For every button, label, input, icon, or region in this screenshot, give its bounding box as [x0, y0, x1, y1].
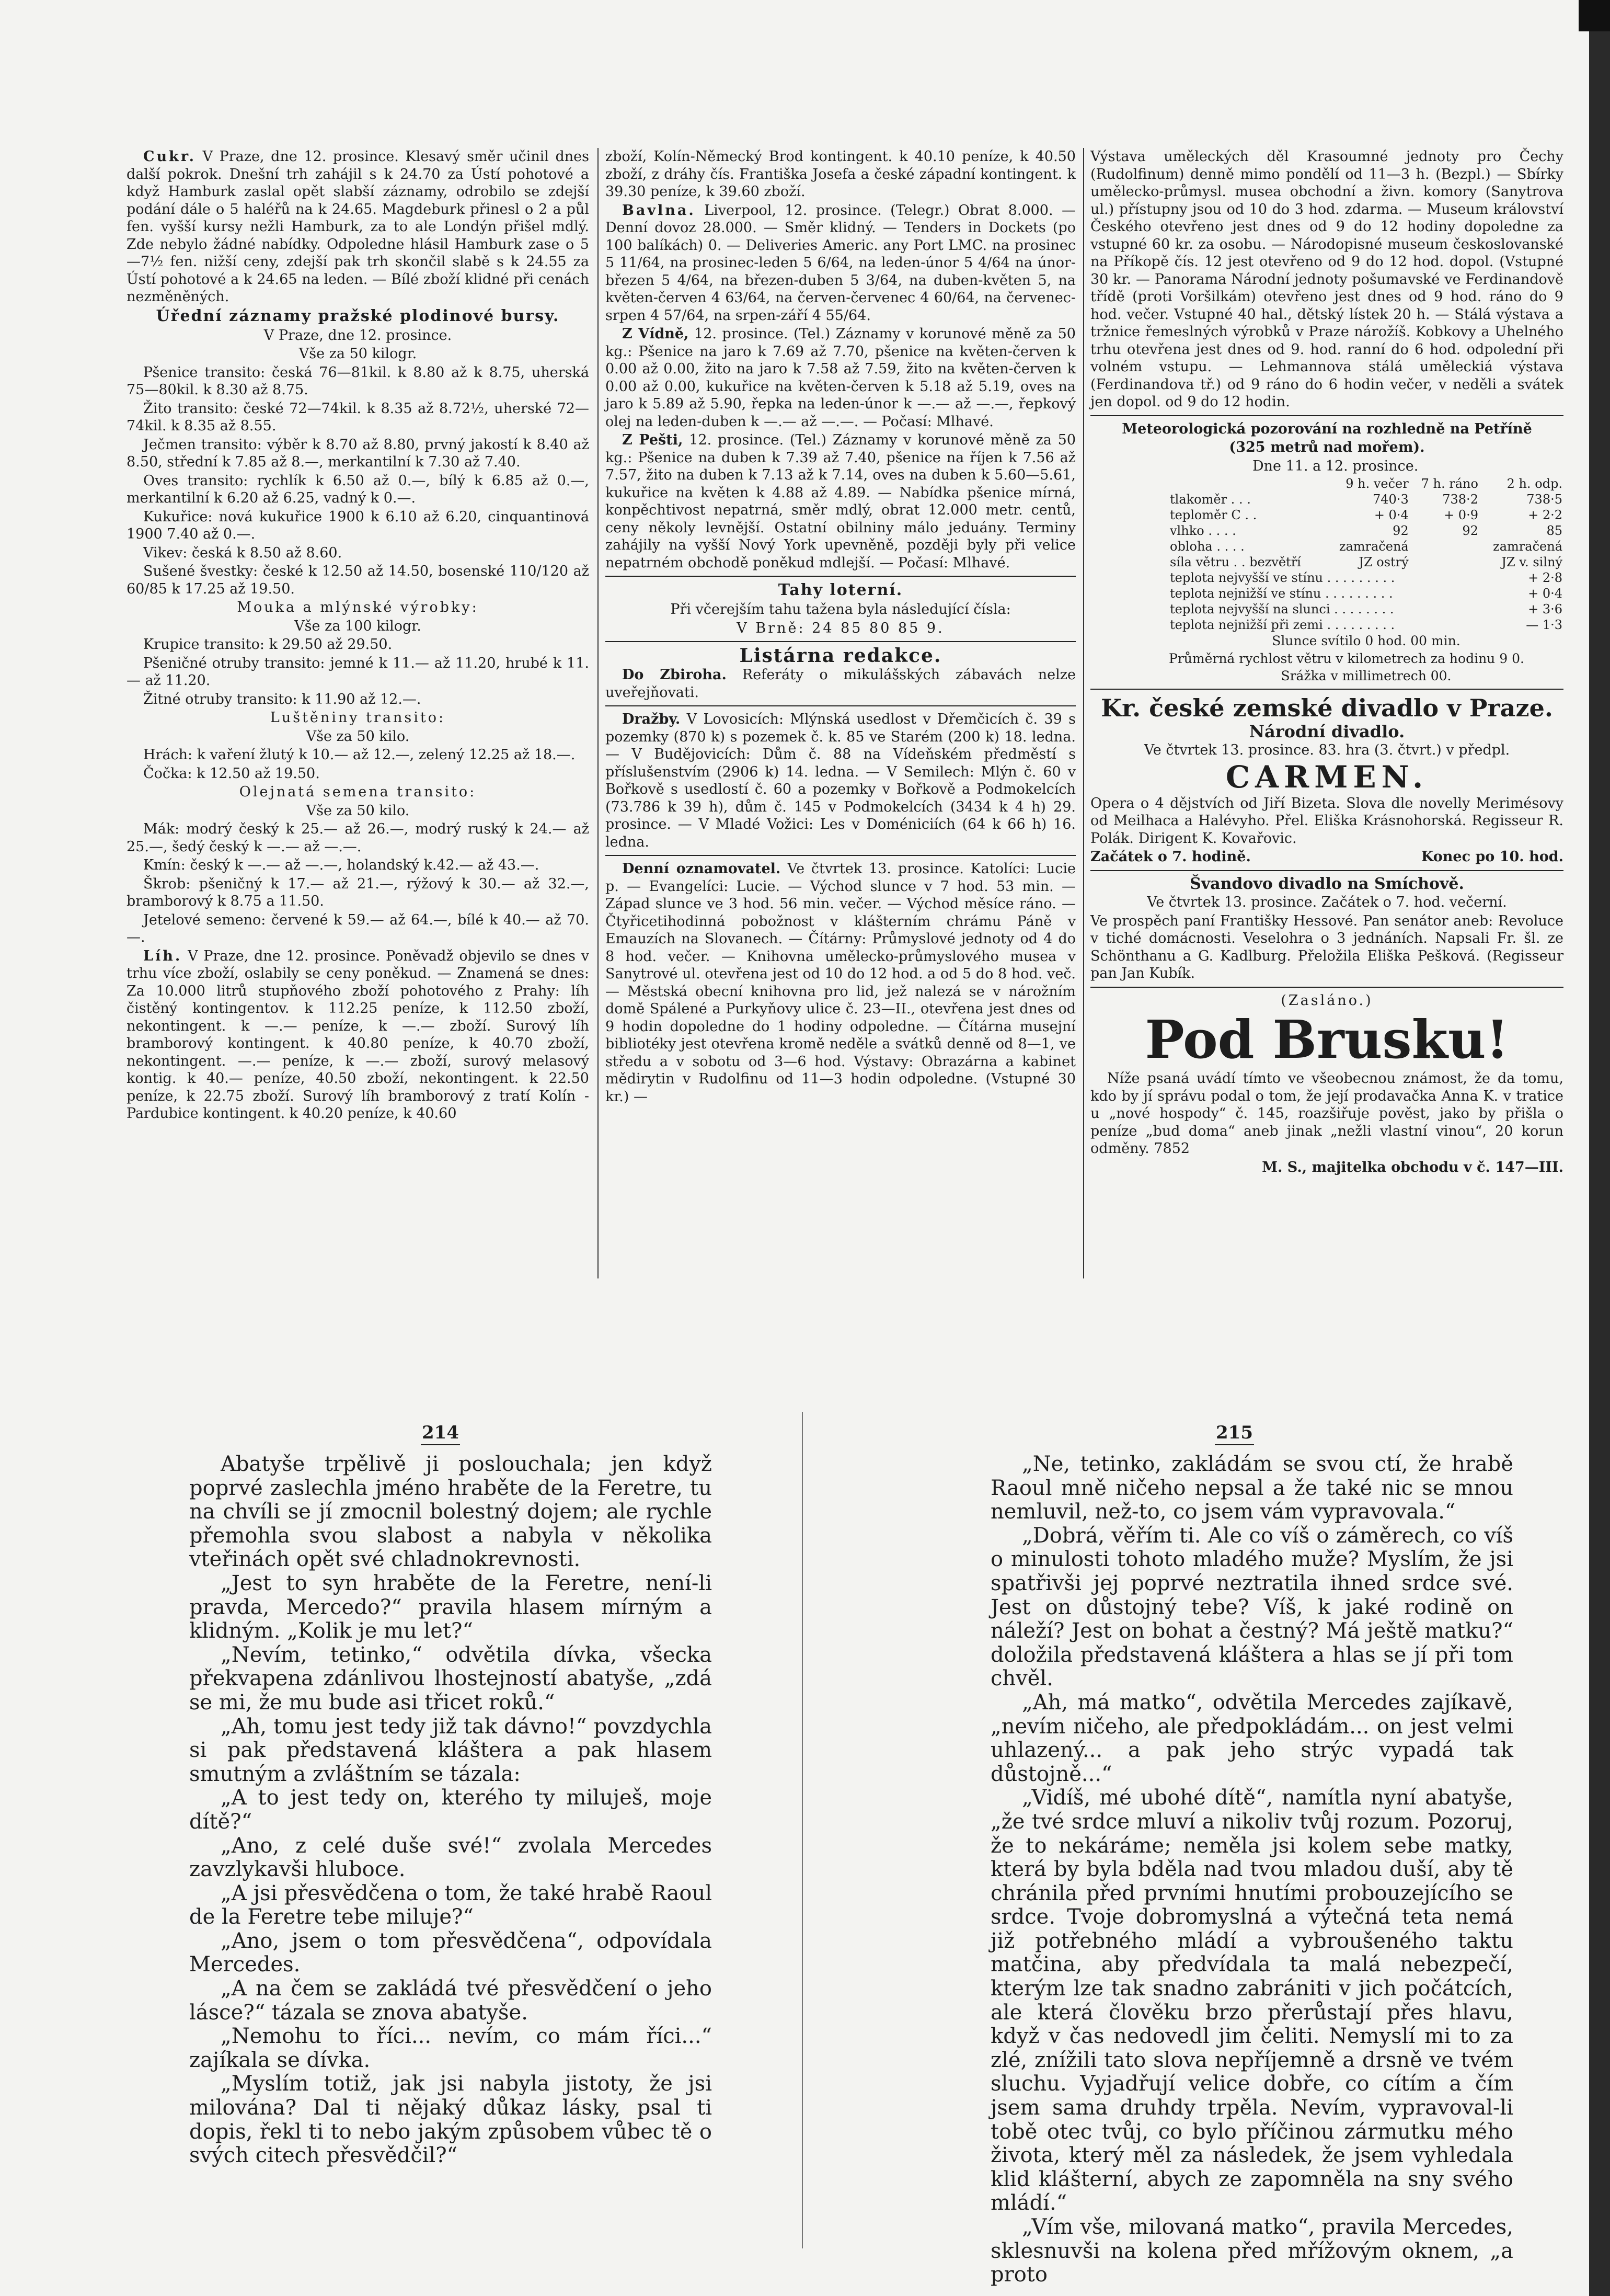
column-divider: [597, 148, 599, 1278]
theatre-title: Kr. české zemské divadlo v Praze.: [1101, 693, 1553, 722]
story-paragraph: „Ne, tetinko, zakládám se svou ctí, že hrabě Raoul mně ničeho nepsal a že také nic se mnou nemluvil, než-to, co jsem vám vypravovala.“: [991, 1452, 1513, 1524]
story-paragraph: „A jsi přesvědčena o tom, že také hrabě Raoul de la Feretre tebe miluje?“: [189, 1881, 712, 1929]
weather-value: 740·3: [1373, 492, 1409, 507]
weather-value: [1410, 539, 1479, 554]
smichov-date: Ve čtvrtek 13. prosince. Začátek o 7. hod. večerní.: [1147, 894, 1507, 910]
weather-label: vlhko . . . .: [1170, 523, 1236, 538]
story-paragraph: „Vím vše, milovaná matko“, pravila Mercedes, sklesnuvši na kolena před mřížovým oknem, „a proto: [991, 2215, 1513, 2287]
smichov-text: Ve prospěch paní Františky Hessové. Pan senátor aneb: Revoluce v tiché domácnosti. Veselohra o 3 jednáních. Napsali Fr. šl. ze Schönthanu a G. Kadlburg. Přeložila Eliška Pešková. (Regisseur pan Jan Kubík.: [1090, 912, 1563, 981]
carmen-end: Konec po 10. hod.: [1421, 849, 1563, 865]
weather-value: [1410, 554, 1479, 570]
lottery-title: Tahy loterní.: [778, 581, 903, 599]
weather-label: teploměr C . .: [1170, 508, 1257, 522]
divider: [1090, 415, 1563, 416]
scan-corner-mark: [1579, 0, 1610, 31]
spirit-lead: Líh.: [143, 947, 182, 964]
oilseed-unit: Vše za 50 kilo.: [306, 802, 410, 819]
weather-label: síla větru . . bezvětří: [1170, 555, 1301, 569]
price-line: Jetelové semeno: červené k 59.— až 64.—, bílé k 40.— až 70.—.: [126, 911, 589, 945]
exhibitions-text: Výstava uměleckých děl Krasoumné jednoty pro Čechy (Rudolfinum) denně mimo pondělí od 11—3 h. (Bezpl.) — Sbírky umělecko-průmysl. musea obchodní a živn. komory (Sanytrova ul.) přístupny jsou od 10 do 3 hod. zdarma. — Museum království Českého otevřeno jest dnes od 9 do 12 hodiny dopoledne za vstupné 60 kr. za osobu. — Národopisné museum českoslovanské na Příkopě čís. 12 jest otevřeno od 9 do 12 hod. dopol. (Vstupné 30 kr. — Panorama Národní jednoty pošumavské ve Ferdinandově třídě (proti Voršilkám) otevřeno jest dnes od 9 hod. ráno do 9 hod. večer. Vstupné 40 hal., dětský lístek 20 h. — Stálá výstava a tržnice řemeslných výrobků v Praze nárožíš. Kobkovy a Uhelného trhu otevřena jest dnes od 9. hod. ranní do 6 hod. odpolední při volném vstupu. — Lehmannova stálá uměleckiá výstava (Ferdinandova tř.) od 9 ráno do 6 hodin večer, v neděli a svátek jen dopol. od 9 do 12 hodin.: [1090, 149, 1563, 410]
weather-label: teplota nejnižší ve stínu . . . . . . . . .: [1170, 586, 1393, 601]
story-right-page: [991, 1453, 1513, 2287]
cotton-report: Liverpool, 12. prosince. (Telegr.) Obrat 8.000. — Denní dovoz 28.000. — Směr klidný. — Tenders in Dockets (po 100 balíkách) 0. — Deliveries Americ. any Port LMC. na prosinec 5 11/64, na prosinec-leden 5 6/64, na leden-únor 5 4/64 na únor-březen 5 4/64, na březen-duben 5 3/64, na duben-květen 5, na květen-červen 4 63/64, na červen-červenec 4 60/64, na červenec-srpen 4 57/64, na srpen-září 4 55/64.: [605, 202, 1076, 324]
legumes-title: Luštěniny transito:: [270, 710, 446, 726]
weather-value: 92: [1393, 523, 1409, 538]
weather-extra-row: [1169, 617, 1563, 633]
price-line: Pšeničné otruby transito: jemné k 11.— až 11.20, hrubé k 11.— až 11.20.: [126, 655, 589, 689]
weather-row: [1169, 507, 1563, 523]
story-paragraph: „Nemohu to říci... nevím, co mám říci...“ zajíkala se dívka.: [189, 2024, 712, 2072]
price-line: Vikev: česká k 8.50 až 8.60.: [143, 544, 342, 561]
weather-value: 738·5: [1526, 492, 1562, 507]
price-line: Sušené švestky: české k 12.50 až 14.50, bosenské 110/120 až 60/85 k 17.25 až 19.50.: [126, 563, 589, 597]
lottery-numbers: V Brně: 24 85 80 85 9.: [737, 620, 945, 636]
pest-lead: Z Pešti,: [622, 432, 683, 448]
weather-col-header: 9 h. večer: [1346, 476, 1409, 491]
weather-sub: (325 metrů nad mořem).: [1229, 439, 1425, 455]
divider: [1090, 870, 1563, 871]
divider: [1090, 987, 1563, 988]
weather-label: tlakoměr . . .: [1170, 492, 1251, 507]
weather-value: + 2·8: [1528, 570, 1562, 585]
weather-value: JZ ostrý: [1359, 555, 1409, 569]
story-paragraph: „Vidíš, mé ubohé dítě“, namítla nyní abatyše, „že tvé srdce mluví a nikoliv tvůj rozum. Pozoruj, že to nekáráme; neměla jsi kolem sebe matky, která by byla bděla nad tvou mladou duší, aby tě chránila před prvními hnutími probouzejícího se srdce. Tvoje dobromyslná a výtečná teta nemá již potřebného mládí a vybroušeného taktu matčina, aby předvídala ta malá nebezpečí, kterým lze tak snadno zabrániti v jich počátcích, ale která člověku brzo přerůstají přes hlavu, když v čas nedovedl jim čeliti. Nemyslí mi to za zlé, znížili tato slova nepříjemně a drsně ve tvém sluchu. Vyjadřují velice dobře, co cítím a čím jsem sama druhdy trpěla. Nevím, vypravoval-li tobě otec tvůj, co bylo příčinou zármutku mého života, který měl za následek, že jsem vyhledala klid klášterní, abych ze zapomněla na sny svého mládí.“: [991, 1786, 1513, 2215]
weather-value: zamračená: [1339, 539, 1409, 554]
price-line: Čočka: k 12.50 až 19.50.: [143, 765, 320, 782]
divider: [605, 576, 1076, 577]
column-divider: [1083, 148, 1084, 1278]
national-theatre: Národní divadlo.: [1249, 721, 1405, 741]
price-line: Krupice transito: k 29.50 až 29.50.: [143, 636, 393, 653]
weather-value: + 0·4: [1374, 508, 1409, 522]
page-number-left: 214: [421, 1422, 460, 1445]
editor-text: Referáty o mikulášských zábavách nelze uveřejňovati.: [605, 667, 1076, 701]
pod-brusku-headline: Pod Brusku!: [1145, 1009, 1509, 1070]
lottery-intro: Při včerejším tahu tažena byla následující čísla:: [670, 601, 1011, 618]
zaslano: (Zasláno.): [1281, 992, 1373, 1009]
weather-value: 738·2: [1442, 492, 1478, 507]
story-paragraph: „A to jest tedy on, kterého ty miluješ, moje dítě?“: [189, 1786, 712, 1834]
weather-sun: Slunce svítilo 0 hod. 00 min.: [1272, 633, 1460, 648]
story-left-page: [189, 1453, 712, 2168]
carmen-text: Opera o 4 dějstvích od Jiří Bizeta. Slova dle novelly Merimésovy od Meilhaca a Halévyho. Přel. Eliška Krásnohorská. Regisseur R. Polák. Dirigent K. Kovařovic.: [1090, 795, 1563, 847]
price-line: Mák: modrý český k 25.— až 26.—, modrý ruský k 24.— až 25.—, šedý český k —.— až —.—.: [126, 821, 589, 855]
story-paragraph: „Ano, jsem o tom přesvědčena“, odpovídala Mercedes.: [189, 1928, 712, 1977]
editor-lead: Do Zbiroha.: [622, 667, 727, 683]
sugar-report: V Praze, dne 12. prosince. Klesavý směr učinil dnes další pokrok. Dnešní trh zahájil s k 24.70 za Ústí pohotové a když Hamburk zaslal opět slabší záznamy, odrobilo se zdejší podání dále o 5 haléřů na k 24.65. Magdeburk přinesl o 2 a půl fen. vyšší kursy nežli Hamburk, za to ale Londýn přišel mdlý. Zde nebylo žádné nabídky. Odpoledne hlásil Hamburk zase o 5—7½ fen. nižší ceny, zdejší pak trh skončil slabě s k 24.55 za Ústí pohotové a k 24.65 na leden. — Bílé zboží klidné při cenách nezměněných.: [126, 149, 589, 305]
story-paragraph: „Nevím, tetinko,“ odvětila dívka, všecka překvapena zdánlivou lhostejností abatyše, „zdá se mi, že mu bude asi třicet roků.“: [189, 1642, 712, 1715]
carmen-title: CARMEN.: [1225, 759, 1429, 795]
story-paragraph: Abatyše trpělivě ji poslouchala; jen když poprvé zaslechla jméno hraběte de la Feretre, tu na chvíli se jí zmocnil bolestný dojem; ale rychle přemohla svou slabost a nabyla v několika vteřinách opět své chladnokrevnosti.: [189, 1452, 712, 1572]
price-line: Žitné otruby transito: k 11.90 až 12.—.: [143, 691, 421, 707]
oilseed-title: Olejnatá semena transito:: [239, 784, 477, 800]
weather-label: teplota nejnižší při zemi . . . . . . . . .: [1170, 618, 1395, 632]
story-paragraph: „Ah, má matko“, odvětila Mercedes zajíkavě, „nevím ničeho, ale předpokládám... on jest velmi uhlazený... a pak jeho strýc vypadá tak důstojně...“: [991, 1690, 1513, 1786]
divider: [605, 641, 1076, 642]
price-line: Kukuřice: nová kukuřice 1900 k 6.10 až 6.20, cinquantinová 1900 7.40 až 0.—.: [126, 508, 589, 542]
weather-header-row: [1169, 476, 1563, 492]
weather-label: teplota nejvyšší ve stínu . . . . . . . . .: [1170, 570, 1395, 585]
price-line: Žito transito: české 72—74kil. k 8.35 až 8.72½, uherské 72—74kil. k 8.35 až 8.55.: [126, 400, 589, 434]
weather-value: JZ v. silný: [1501, 555, 1562, 569]
flour-title: Mouka a mlýnské výrobky:: [237, 599, 479, 615]
price-line: Hrách: k vaření žlutý k 10.— až 12.—, zelený 12.25 až 18.—.: [143, 747, 576, 763]
exchange-unit: Vše za 50 kilogr.: [298, 346, 417, 362]
price-line: Oves transito: rychlík k 6.50 až 0.—, bílý k 6.85 až 0.—, merkantilní k 6.20 až 6.25, vadný k 0.—.: [126, 472, 589, 506]
story-paragraph: „Myslím totiž, jak jsi nabyla jistoty, že jsi milována? Dal ti nějaký důkaz lásky, psal ti dopis, řekl ti to nebo jakým způsobem vůbec tě o svých citech přesvědčil?“: [189, 2072, 712, 2168]
legumes-unit: Vše za 50 kilo.: [306, 728, 410, 745]
national-date: Ve čtvrtek 13. prosince. 83. hra (3. čtvrt.) v předpl.: [1144, 742, 1510, 758]
carmen-start: Začátek o 7. hodině.: [1090, 849, 1251, 865]
divider: [1090, 689, 1563, 690]
weather-row: [1169, 492, 1563, 507]
column-culture: [1090, 148, 1563, 1177]
column-commodity-prices: [126, 148, 589, 1124]
exchange-title: Úřední záznamy pražské plodinové bursy.: [156, 306, 560, 325]
weather-value: — 1·3: [1526, 618, 1562, 632]
page-fold-line: [802, 1412, 803, 2248]
price-line: Pšenice transito: česká 76—81kil. k 8.80 až k 8.75, uherská 75—80kil. k 8.30 až 8.75.: [126, 364, 589, 398]
weather-extra-row: [1169, 601, 1563, 617]
story-paragraph: „Ano, z celé duše své!“ zvolala Mercedes zavzlykavši hluboce.: [189, 1833, 712, 1882]
story-paragraph: „A na čem se zakládá tvé přesvědčení o jeho lásce?“ tázala se znova abatyše.: [189, 1977, 712, 2025]
weather-value: + 3·6: [1528, 602, 1562, 616]
weather-label: teplota nejvyšší na slunci . . . . . . . .: [1170, 602, 1394, 616]
weather-extra-row: [1169, 570, 1563, 586]
weather-col-header: 7 h. ráno: [1421, 476, 1478, 491]
weather-row: [1169, 554, 1563, 570]
spirit-report: V Praze, dne 12. prosince. Poněvadž objevilo se dnes v trhu více zboží, oslabily se ceny poněkud. — Znamená se dnes: Za 10.000 litrů stupňového zboží pohotového z Prahy: líh čistěný kontingentov. k 112.25 peníze, k 112.50 zboží, nekontingent. k —.— peníze, k —.— zboží. Surový líh bramborový kontingent. k 40.80 peníze, k 40.70 zboží, nekontingent. —.— peníze, k —.— zboží, surový melasový kontig. k 40.— peníze, 40.50 zboží, nekontingent. k 22.50 peníze, k 22.75 zboží. Surový líh bramborový z tratí Kolín - Pardubice kontingent. k 40.20 peníze, k 40.60: [126, 947, 589, 1122]
story-paragraph: „Jest to syn hraběte de la Feretre, není-li pravda, Mercedo?“ pravila hlasem mírným a klidným. „Kolik je mu let?“: [189, 1571, 712, 1643]
auctions-text: V Lovosicích: Mlýnská usedlost v Dřemčicích č. 39 s pozemky (870 k) s pozemek č. k. 85 ve Starém (200 k) 18. ledna. — V Budějovicích: Dům č. 88 na Vídeňském předměstí s příslušenstvím (2906 k) 14. ledna. — V Semilech: Mlýn č. 60 v Bořkově s usedlostí č. 60 a pozemky v Bořkově a Podmokelcích (73.786 k 39 h), dům č. 145 v Podmokelcích (3434 k 4 h) 29. prosince. — V Mladé Vožici: Les v Doméniciích (64 k 66 h) 16. ledna.: [605, 711, 1076, 850]
story-paragraph: „Ah, tomu jest tedy již tak dávno!“ povzdychla si pak představená kláštera a pak hlasem smutným a zvláštním se tázala:: [189, 1714, 712, 1786]
pod-brusku-text: Níže psaná uvádí tímto ve všeobecnou známost, že da tomu, kdo by jí správu podal o tom, že její prodavačka Anna K. v tratice u „nové hospody“ č. 145, roazšiřuje pověst, jako by přišla o peníze „bud doma“ aneb jinak „nežli vlastní vinou“, 20 korun odměny. 7852: [1090, 1070, 1563, 1157]
vienna-lead: Z Vídně,: [622, 326, 689, 342]
page-number-right: 215: [1215, 1422, 1254, 1445]
weather-value: zamračená: [1493, 539, 1562, 554]
weather-extra-table: [1169, 570, 1563, 633]
auctions-lead: Dražby.: [622, 711, 681, 727]
daily-text: Ve čtvrtek 13. prosince. Katolíci: Lucie p. — Evangelíci: Lucie. — Východ slunce v 7 hod. 53 min. — Západ slunce ve 3 hod. 56 min. večer. — Východ měsíce ráno. — Čtyřicetihodinná pobožnost v klášterním chrámu Páně v Emauzích na Slovanech. — Čítárny: Průmyslové jednoty od 4 do 8 hod. večer. — Knihovna umělecko-průmyslového musea v Sanytrové ul. otevřena jest od 10 do 12 hod. a od 5 do 8 hod. več. — Městská obecní knihovna pro lid, jež nalezá se v nárožním domě Spálené a Purkyňovy ulice č. 23—II., otevřena jest dnes od 9 hodin dopoledne do 1 hodiny odpoledne. — Čítárna musejní bibliotéky jest otevřena kromě neděle a svátků denně od 8—1, ve středu a v sobotu od 3—6 hod. Výstavy: Obrazárna a kabinet mědirytin v Rudolfinu od 11—3 hodin odpoledne. (Vstupné 30 kr.) —: [605, 861, 1076, 1105]
weather-value: + 0·4: [1528, 586, 1562, 601]
weather-wind: Průměrná rychlost větru v kilometrech za hodinu 9 0.: [1169, 650, 1524, 666]
weather-block: [1169, 458, 1563, 684]
weather-value: 92: [1462, 523, 1478, 538]
smichov-title: Švandovo divadlo na Smíchově.: [1190, 874, 1464, 893]
weather-table: [1169, 476, 1563, 570]
weather-extra-row: [1169, 586, 1563, 601]
exchange-date: V Praze, dne 12. prosince.: [263, 327, 452, 344]
weather-value: + 2·2: [1528, 508, 1562, 522]
weather-dates: Dne 11. a 12. prosince.: [1252, 458, 1419, 474]
divider: [605, 855, 1076, 856]
weather-row: [1169, 539, 1563, 554]
weather-title: Meteorologická pozorování na rozhledně na Petříně: [1122, 420, 1532, 437]
spirit-continued: zboží, Kolín-Německý Brod kontingent. k 40.10 peníze, k 40.50 zboží, z dráhy čís. Františka Josefa a české západní kontingent. k 39.30 peníze, k 39.60 zboží.: [605, 149, 1076, 200]
pest-report: 12. prosince. (Tel.) Záznamy v korunové měně za 50 kg.: Pšenice na duben k 7.39 až 7.40, pšenice na říjen k 7.56 až 7.57, žito na duben k 7.13 až k 7.14, oves na duben k 5.60—5.61, kukuřice na květen k 4.88 až 4.89. — Nabídka pšenice mírná, konpěchtivost nepatrná, směr mdlý, obrat 12.000 metr. centů, ceny několy levnější. Ostatní obilniny málo jeduány. Terminy zahájily na vyšší Nový York upevněně, později byly při velice nepatrném obchodě poněkud mdlejší. — Počasí: Mlhavé.: [605, 432, 1076, 571]
scan-edge-shadow: [1589, 0, 1610, 2296]
vienna-report: 12. prosince. (Tel.) Záznamy v korunové měně za 50 kg.: Pšenice na jaro k 7.69 až 7.70, pšenice na květen-červen k 0.00 až 0.00, žito na jaro k 7.58 až 7.59, žito na květen-červen k 0.00 až 0.00, kukuřice na květen-červen k 5.18 až 5.19, oves na jaro k 5.89 až 5.90, řepka na leden-únor k —.— až —.—, řepkový olej na leden-duben k —.— až —.—. — Počasí: Mlhavé.: [605, 326, 1076, 430]
pod-brusku-signature: M. S., majitelka obchodu v č. 147—III.: [1262, 1159, 1563, 1175]
flour-unit: Vše za 100 kilogr.: [294, 618, 421, 634]
price-line: Ječmen transito: výběr k 8.70 až 8.80, prvný jakostí k 8.40 až 8.50, střední k 7.85 až 8.—, merkantilní k 7.30 až 7.40.: [126, 436, 589, 470]
column-markets-notices: [605, 148, 1076, 1106]
sugar-lead: Cukr.: [143, 149, 196, 165]
weather-rain: Srážka v millimetrech 00.: [1281, 668, 1452, 683]
cotton-lead: Bavlna.: [622, 202, 696, 219]
weather-value: 85: [1546, 523, 1562, 538]
editor-title: Listárna redakce.: [739, 645, 942, 667]
weather-value: + 0·9: [1444, 508, 1478, 522]
price-line: Škrob: pšeničný k 17.— až 21.—, rýžový k 30.— až 32.—, bramborový k 8.75 a 11.50.: [126, 875, 589, 909]
story-paragraph: „Dobrá, věřím ti. Ale co víš o záměrech, co víš o minulosti tohoto mladého muže? Myslím, že jsi spatřivši jej poprvé neztratila ihned srdce své. Jest on důstojný tebe? Víš, k jaké rodině on náleží? Jest on bohat a čestný? Má ještě matku?“ doložila představená kláštera a hlas se jí při tom chvěl.: [991, 1523, 1513, 1691]
carmen-times: [1090, 848, 1563, 866]
weather-label: obloha . . . .: [1170, 539, 1245, 554]
weather-row: [1169, 523, 1563, 539]
daily-lead: Denní oznamovatel.: [622, 861, 781, 877]
weather-col-header: 2 h. odp.: [1506, 476, 1562, 491]
price-line: Kmín: český k —.— až —.—, holandský k.42.— až 43.—.: [143, 857, 539, 873]
divider: [605, 705, 1076, 706]
